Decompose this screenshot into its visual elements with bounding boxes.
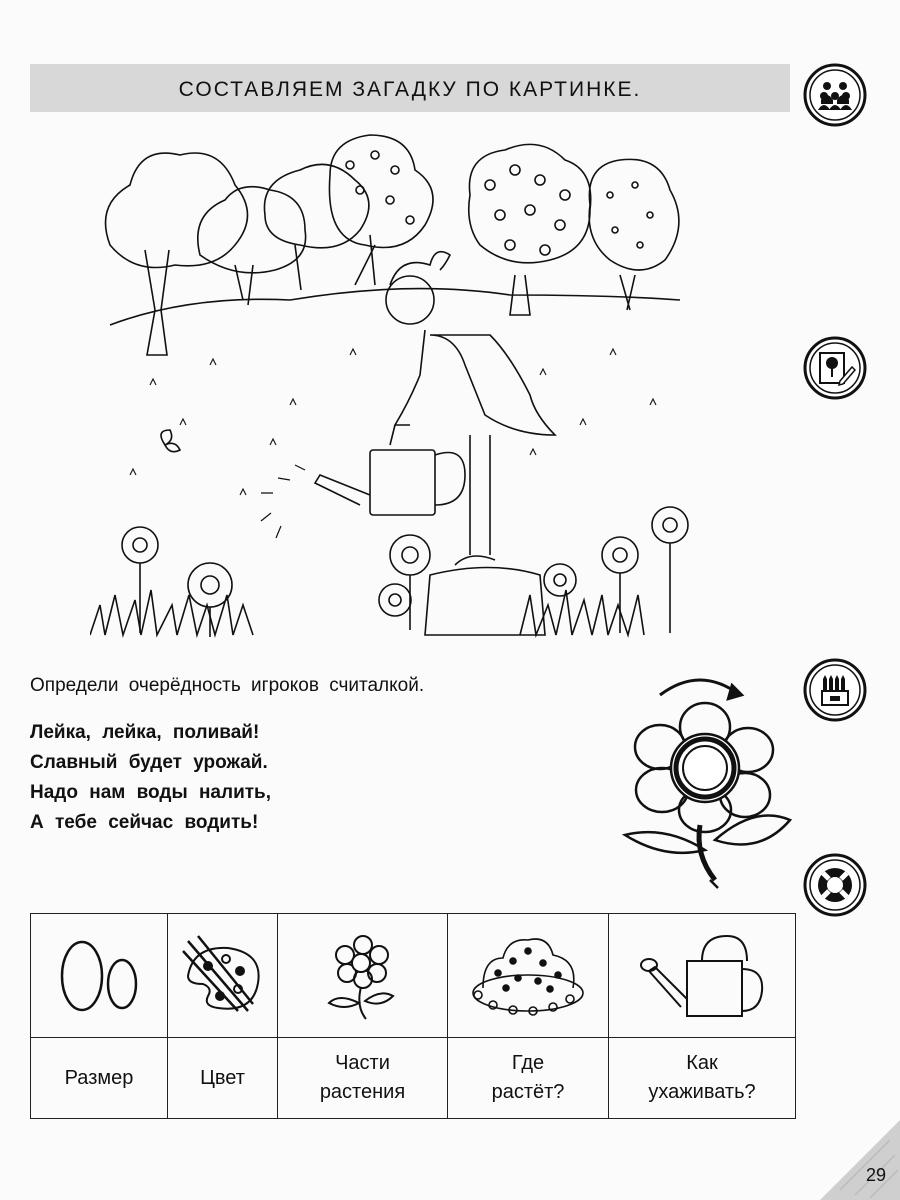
girl-figure: [315, 252, 555, 565]
page-corner-decoration: [820, 1120, 900, 1200]
flower-icon: [323, 931, 403, 1021]
poem-line: Славный будет урожай.: [30, 752, 268, 773]
page-title: СОСТАВЛЯЕМ ЗАГАДКУ ПО КАРТИНКЕ.: [178, 78, 642, 101]
label-plant-parts: Части растения: [319, 1052, 406, 1103]
watering-can-icon: [637, 931, 767, 1021]
label-where-grows: Где растёт?: [491, 1052, 565, 1103]
ovals-size-icon: [54, 936, 144, 1016]
group-people-icon: [802, 62, 868, 128]
poem-line: А тебе сейчас водить!: [30, 812, 259, 833]
tree: [106, 153, 248, 355]
table-cell-icon: [31, 914, 168, 1038]
riddle-plan-table: [30, 913, 796, 1119]
label-how-to-care: Как ухаживать?: [648, 1052, 756, 1103]
table-cell-icon: [278, 914, 448, 1038]
poem-line: Лейка, лейка, поливай!: [30, 722, 260, 743]
table-cell-label: [168, 1038, 278, 1118]
flowerbed-icon: [468, 933, 588, 1018]
table-cell-icon: [609, 914, 795, 1038]
table-cell-label: [448, 1038, 609, 1118]
paint-palette-icon: [178, 931, 268, 1021]
table-cell-label: [278, 1038, 448, 1118]
counting-rhyme-instruction: Определи очерёдность игроков считалкой.: [30, 675, 425, 696]
table-cell-label: [31, 1038, 168, 1118]
label-size: Размер: [64, 1066, 134, 1089]
counting-flower-icon: [620, 665, 795, 895]
crayons-box-icon: [802, 657, 868, 723]
lifebuoy-icon: [802, 852, 868, 918]
label-color: Цвет: [200, 1066, 245, 1089]
drawing-picture-icon: [802, 335, 868, 401]
table-cell-label: [609, 1038, 795, 1118]
counting-rhyme-poem: [30, 718, 271, 838]
table-cell-icon: [448, 914, 609, 1038]
header-bar: [30, 64, 790, 112]
table-cell-icon: [168, 914, 278, 1038]
page-number: 29: [865, 1165, 886, 1185]
poem-line: Надо нам воды налить,: [30, 782, 272, 803]
garden-girl-watering-illustration: [90, 125, 690, 645]
